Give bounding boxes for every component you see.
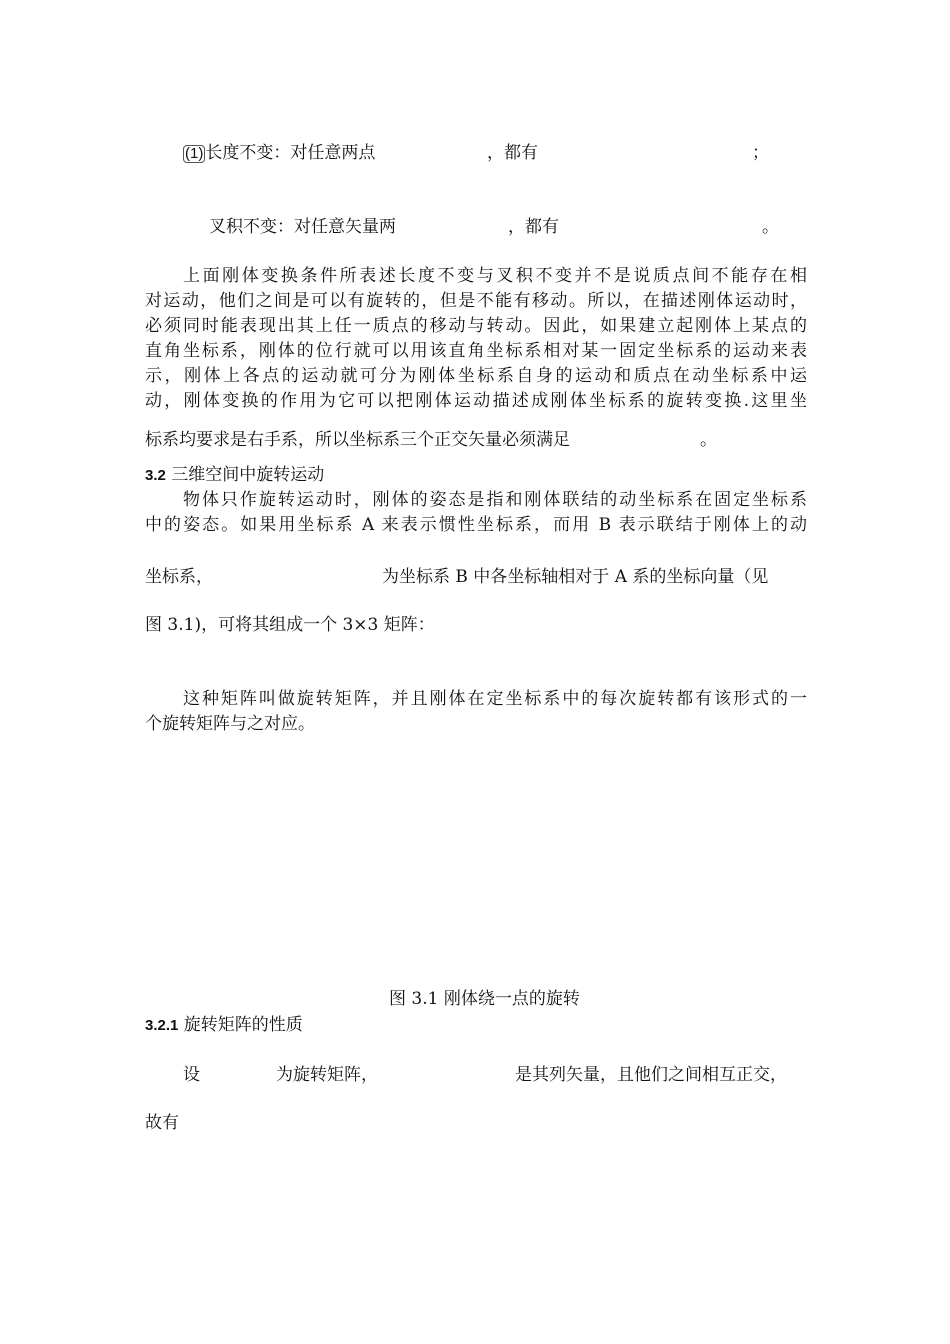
para-2-line-3-b: 为坐标系 B 中各坐标轴相对于 A 系的坐标向量（见	[382, 567, 769, 587]
section-3-2-title: 三维空间中旋转运动	[171, 465, 325, 485]
para-1-last-end: 。	[700, 430, 717, 450]
item-1-text: 长度不变：对任意两点	[205, 143, 376, 163]
para-4-seg-a: 设	[183, 1065, 200, 1085]
para-1-last-text: 标系均要求是右手系，所以坐标系三个正交矢量必须满足	[145, 430, 570, 450]
para-2-line-1: 物体只作旋转运动时，刚体的姿态是指和刚体联结的动坐标系在固定坐标系	[183, 490, 807, 510]
para-1-line-4: 直角坐标系，刚体的位行就可以用该直角坐标系相对某一固定坐标系的运动来表	[145, 341, 807, 361]
para-1-line-6: 动，刚体变换的作用为它可以把刚体运动描述成刚体坐标系的旋转变换.这里坐	[145, 391, 807, 411]
item-1-marker: (1)	[185, 145, 204, 162]
section-3-2-1-number: 3.2.1	[145, 1017, 179, 1034]
para-4-line-2: 故有	[145, 1113, 179, 1133]
para-4-seg-c: 是其列矢量，且他们之间相互正交，	[515, 1065, 787, 1085]
para-1-line-2: 对运动，他们之间是可以有旋转的，但是不能有移动。所以，在描述刚体运动时，	[145, 291, 807, 311]
section-3-2-1-heading	[145, 1015, 303, 1036]
para-1-line-1: 上面刚体变换条件所表述长度不变与叉积不变并不是说质点间不能存在相	[183, 266, 807, 286]
para-2-line-3-a: 坐标系，	[145, 567, 213, 587]
section-3-2-1-title: 旋转矩阵的性质	[183, 1015, 303, 1035]
para-1-line-3: 必须同时能表现出其上任一质点的移动与转动。因此，如果建立起刚体上某点的	[145, 316, 807, 336]
figure-caption: 图 3.1 刚体绕一点的旋转	[389, 989, 580, 1009]
item-2-text: 叉积不变：对任意矢量两	[209, 217, 396, 237]
para-1-line-5: 示，刚体上各点的运动就可分为刚体坐标系自身的运动和质点在动坐标系中运	[145, 366, 807, 386]
para-2-line-2: 中的姿态。如果用坐标系 A 来表示惯性坐标系，而用 B 表示联结于刚体上的动	[145, 515, 807, 535]
section-3-2-number: 3.2	[145, 467, 166, 484]
item-2-text-b: ，都有	[508, 217, 559, 237]
section-3-2-heading	[145, 465, 324, 486]
para-3-line-2: 个旋转矩阵与之对应。	[145, 714, 315, 734]
para-2-line-4: 图 3.1)，可将其组成一个 3×3 矩阵：	[145, 615, 435, 635]
para-4-seg-b: 为旋转矩阵，	[276, 1065, 378, 1085]
item-1-text-c: ；	[752, 143, 769, 163]
para-3-line-1: 这种矩阵叫做旋转矩阵，并且刚体在定坐标系中的每次旋转都有该形式的一	[183, 689, 807, 709]
item-2-text-c: 。	[762, 217, 779, 237]
item-1-text-b: ，都有	[487, 143, 538, 163]
